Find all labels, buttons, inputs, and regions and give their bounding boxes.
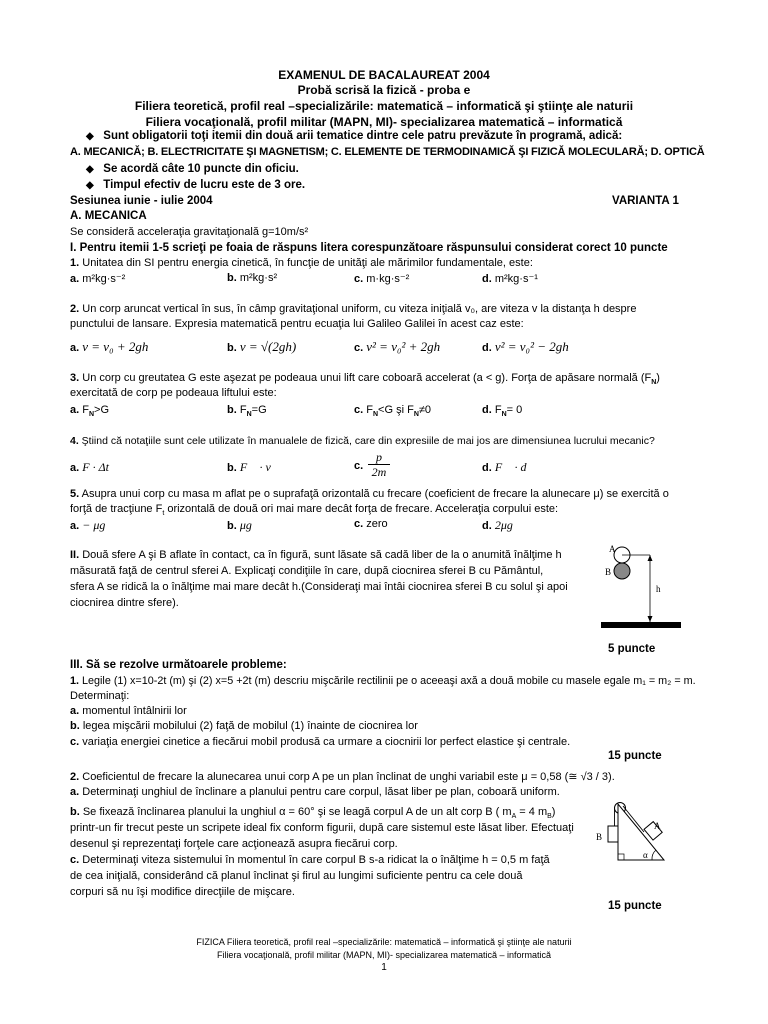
option-letter: c. (354, 518, 364, 530)
q4-option-b (227, 460, 280, 475)
item-text: momentul întâlnirii lor (79, 705, 187, 717)
q3-body-end: ) (656, 372, 660, 384)
variant-label: VARIANTA 1 (612, 195, 679, 207)
option-value: F (494, 404, 502, 416)
p1-item-c (70, 736, 570, 748)
p1-number: 1. (70, 675, 80, 687)
option-value: v² = v₀² + 2gh (366, 339, 441, 354)
p2-item-b-2: printr-un fir trecut peste un scripete ideal fix conform figurii, după care sistemul este lăsat liber. Efectuaţi (70, 822, 574, 834)
bullet-1-text: Sunt obligatorii toţi itemii din două arii tematice dintre cele patru prevăzute în programă, adică: (103, 130, 623, 142)
option-sub: N (413, 411, 419, 419)
item-text: Determinaţi viteza sistemului în momentul în care corpul B s-a ridicat la o înălţime h = 0,5 m faţă (79, 854, 550, 866)
option-letter: a. (70, 462, 80, 474)
option-letter: d. (482, 273, 492, 285)
option-value: F · Δt (82, 460, 109, 474)
q5-number: 5. (70, 488, 80, 500)
option-letter: b. (227, 404, 237, 416)
option-value-end: = 0 (506, 404, 523, 416)
part2-text-1 (70, 549, 562, 561)
exam-areas: A. MECANICĂ; B. ELECTRICITATE ŞI MAGNETISM; C. ELEMENTE DE TERMODINAMICĂ ŞI FIZICĂ MOLECULARĂ; D. OPTICĂ (70, 146, 705, 158)
part2-label: II. (70, 549, 80, 561)
bullet-3 (86, 179, 305, 191)
option-letter: a. (70, 273, 80, 285)
diamond-icon: ◆ (86, 180, 94, 191)
option-letter: d. (482, 404, 492, 416)
option-sub: N (372, 411, 379, 419)
q2-text-1 (70, 303, 636, 315)
item-sub: B (547, 813, 552, 821)
item-sub: A (511, 813, 517, 821)
item-letter: c. (70, 736, 80, 748)
bullet-2-text: Se acordă câte 10 puncte din oficiu. (103, 163, 299, 175)
exam-line4: Filiera vocaţională, profil militar (MAPN, MI)- specializarea matematică – informatică (145, 115, 623, 129)
q2-body: Un corp aruncat vertical în sus, în câmp gravitaţional uniform, cu viteza iniţială v₀, are viteza v la distanţa h despre (79, 303, 637, 315)
fraction-denominator: 2m (371, 465, 387, 479)
exam-title: EXAMENUL DE BACALAUREAT 2004 (278, 68, 490, 82)
option-letter: a. (70, 404, 80, 416)
fig-label-b: B (596, 832, 603, 842)
q5-body: Asupra unui corp cu masa m aflat pe o suprafaţă orizontală cu frecare (coeficient de frecare la alunecare μ) se exercită o (79, 488, 669, 500)
p2-item-b-3: desenul şi reprezentaţi forţele care acţionează asupra fiecărui corp. (70, 838, 398, 850)
option-value: v = √(2gh) (239, 339, 297, 354)
bullet-3-text: Timpul efectiv de lucru este de 3 ore. (103, 179, 306, 191)
option-value: zero (366, 518, 388, 530)
footer-line-2: Filiera vocaţională, profil militar (MAPN, MI)- specializarea matematică – informatică (216, 950, 552, 960)
part2-body: Două sfere A şi B aflate în contact, ca în figură, sunt lăsate să cadă liber de la o anumită înălţime h (79, 549, 562, 561)
item-text: legea mişcării mobilului (2) faţă de mobilul (1) înainte de ciocnirea lor (79, 720, 418, 732)
spheres-figure (596, 540, 686, 632)
item-text-end: ) (551, 806, 556, 818)
exam-line3: Filiera teoretică, profil real –specializările: matematică – informatică şi ştiinţe ale naturii (134, 99, 634, 113)
q1-number: 1. (70, 257, 80, 269)
fraction-numerator: p (368, 451, 390, 465)
option-letter: b. (227, 342, 237, 354)
option-letter: b. (227, 520, 237, 532)
q3-text-2: exercitată de corp pe podeaua liftului este: (70, 387, 277, 399)
p2-item-c-1 (70, 854, 550, 866)
q5-option-c (354, 518, 388, 530)
option-sub: N (501, 411, 507, 419)
q1-text (70, 257, 533, 269)
option-sub: N (88, 411, 95, 419)
item-text: Se fixează înclinarea planului la unghiul α = 60° şi se leagă corpul A de un alt corp B ( m (79, 806, 512, 818)
q2-option-b (227, 339, 296, 355)
p2-points: 15 puncte (608, 900, 662, 912)
q4-option-d (482, 460, 536, 475)
q2-number: 2. (70, 303, 80, 315)
option-letter: a. (70, 342, 80, 354)
q3-option-b (227, 404, 267, 418)
option-value: F⃗ · d⃗ (494, 460, 536, 474)
q5-option-a (70, 518, 105, 533)
section-title: A. MECANICA (70, 210, 147, 222)
q2-option-c (354, 339, 440, 355)
q2-text-2: punctului de lansare. Expresia matematică pentru ecuaţia lui Galileo Galilei în acest caz este: (70, 318, 524, 330)
part2-text-4: ciocnirea dintre sfere). (70, 597, 179, 609)
q5-option-d (482, 518, 513, 533)
p1-item-a (70, 705, 187, 717)
page-number: 1 (381, 962, 387, 973)
q5-text-2 (70, 503, 558, 517)
bullet-1 (86, 130, 622, 142)
option-value: − μg (82, 518, 106, 532)
part2-text-2: măsurată faţă de centrul sferei A. Explicaţi condiţiile în care, după ciocnirea sferei B cu Pământul, (70, 565, 544, 577)
option-value: F⃗ · v⃗ (239, 460, 281, 474)
diamond-icon: ◆ (86, 131, 94, 142)
q2-option-a (70, 339, 148, 355)
gravity-note: Se consideră acceleraţia gravitaţională g=10m/s² (70, 226, 309, 238)
q1-option-c (354, 272, 409, 285)
item-letter: c. (70, 854, 80, 866)
q5-option-b (227, 518, 252, 533)
q3-number: 3. (70, 372, 80, 384)
q1-option-d (482, 272, 538, 285)
option-value-end: >G (94, 404, 110, 416)
part1-instruction: I. Pentru itemii 1-5 scrieţi pe foaia de răspuns litera corespunzătoare răspunsului considerat corect (70, 242, 611, 254)
option-value: F (82, 404, 89, 416)
option-value: F (366, 404, 373, 416)
p2-number: 2. (70, 771, 80, 783)
p1-text-2: Determinaţi: (70, 690, 130, 702)
q3-option-a (70, 404, 109, 418)
part2-points: 5 puncte (608, 643, 656, 655)
q3-option-c (354, 404, 431, 418)
q4-text (70, 435, 655, 447)
session-label: Sesiunea iunie - iulie 2004 (70, 195, 213, 207)
q4-option-c-fraction (368, 451, 390, 479)
option-value: m²kg·s² (239, 272, 278, 284)
option-value-end: =G (251, 404, 267, 416)
fig-label-a: A (609, 544, 616, 554)
p1-text-1 (70, 675, 696, 687)
option-value: 2μg (494, 518, 513, 532)
option-letter: a. (70, 520, 80, 532)
option-value: m·kg·s⁻² (366, 273, 410, 285)
p2-text (70, 770, 615, 783)
sphere-b-icon (614, 563, 630, 579)
p1-body: Legile (1) x=10-2t (m) şi (2) x=5 +2t (m) descriu mişcările rectilinii pe o aceeaşi axă a două mobile cu masele egale m₁ = m₂ = m. (79, 675, 696, 687)
option-value: v = v₀ + 2gh (82, 339, 149, 354)
p1-points: 15 puncte (608, 750, 662, 762)
diamond-icon: ◆ (86, 164, 94, 175)
option-letter: b. (227, 272, 237, 284)
p2-item-c-2: de cea iniţială, considerând că planul înclinat şi firul au lungimi suficiente pentru ca cele două (70, 870, 523, 882)
option-letter: d. (482, 342, 492, 354)
p2-item-a (70, 786, 560, 798)
item-letter: a. (70, 705, 80, 717)
q5-text-1 (70, 488, 669, 500)
part3-title: III. Să se rezolve următoarele probleme: (70, 659, 287, 671)
q1-option-b (227, 272, 277, 284)
option-value: m²kg·s⁻¹ (494, 273, 538, 285)
q2-option-d (482, 339, 569, 355)
option-letter: c. (354, 460, 364, 472)
q4-option-a (70, 460, 109, 475)
p1-item-b (70, 720, 418, 732)
option-value: m²kg·s⁻² (82, 273, 126, 285)
fig-label-alpha: α (643, 850, 648, 860)
item-letter: a. (70, 786, 80, 798)
q5-body-2: forţă de tracţiune F (70, 503, 163, 515)
fig-label-h: h (656, 584, 661, 594)
item-text: variaţia energiei cinetice a fiecărui mobil produsă ca urmare a ciocnirii lor perfect elastice şi centrale. (79, 736, 571, 748)
option-letter: c. (354, 404, 364, 416)
option-value-mid: <G şi F (378, 404, 414, 416)
q3-body: Un corp cu greutatea G este aşezat pe podeaua unui lift care coboară accelerat (a < g). Forţa de apăsare normală (F (79, 372, 652, 384)
part2-text-3: sfera A se ridică la o înălţime mai mare decât h.(Consideraţi mai întâi ciocnirea sferei B cu solul şi apoi (70, 581, 568, 593)
p2-body: Coeficientul de frecare la alunecarea unui corp A pe un plan înclinat de unghi variabil este μ = 0,58 (≅ √3 / 3). (79, 771, 615, 783)
q5-body-2-end: orizontală de două ori mai mare decât forţa de frecare. Acceleraţia corpului este: (164, 503, 559, 515)
q5-sub: t (162, 510, 165, 518)
option-value: μg (239, 518, 252, 532)
incline-figure (588, 798, 678, 864)
item-letter: b. (70, 720, 80, 732)
option-sub: N (246, 411, 252, 419)
option-letter: c. (354, 342, 364, 354)
fig-label-a: A (654, 821, 661, 831)
q3-sub: N (651, 379, 657, 387)
option-letter: b. (227, 462, 237, 474)
p2-item-b-1 (70, 806, 555, 820)
option-letter: d. (482, 520, 492, 532)
footer-line-1: FIZICA Filiera teoretică, profil real –specializările: matematică – informatică şi ştiinţe ale naturii (196, 937, 572, 947)
ground-bar (601, 622, 681, 628)
option-letter: d. (482, 462, 492, 474)
option-value: F (239, 404, 247, 416)
bullet-2 (86, 163, 299, 175)
q4-body: Ştiind că notaţiile sunt cele utilizate în manualele de fizică, care din expresiile de mai jos are dimensiunea lucrului mecanic? (78, 435, 655, 447)
option-value: v² = v₀² − 2gh (494, 339, 569, 354)
fig-label-b: B (605, 567, 612, 577)
q1-body: Unitatea din SI pentru energia cinetică, în funcţie de unităţi ale mărimilor fundamentale, este: (79, 257, 533, 269)
exam-subtitle: Probă scrisă la fizică - proba e (297, 83, 471, 97)
p2-item-c-3: corpuri să nu îşi modifice direcţiile de mişcare. (70, 886, 295, 898)
q4-number: 4. (70, 435, 79, 447)
part1-points: 10 puncte (614, 242, 668, 254)
q1-option-a (70, 272, 125, 285)
item-letter: b. (70, 806, 80, 818)
option-value-end: ≠0 (418, 404, 432, 416)
arrow-down-icon (648, 616, 653, 622)
item-text-mid: = 4 m (516, 806, 548, 818)
arrow-up-icon (648, 555, 653, 561)
q3-option-d (482, 404, 522, 418)
q4-option-c (354, 460, 363, 472)
option-letter: c. (354, 273, 364, 285)
item-text: Determinaţi unghiul de înclinare a planului pentru care corpul, lăsat liber pe plan, coboară uniform. (79, 786, 560, 798)
q3-text-1 (70, 372, 660, 386)
